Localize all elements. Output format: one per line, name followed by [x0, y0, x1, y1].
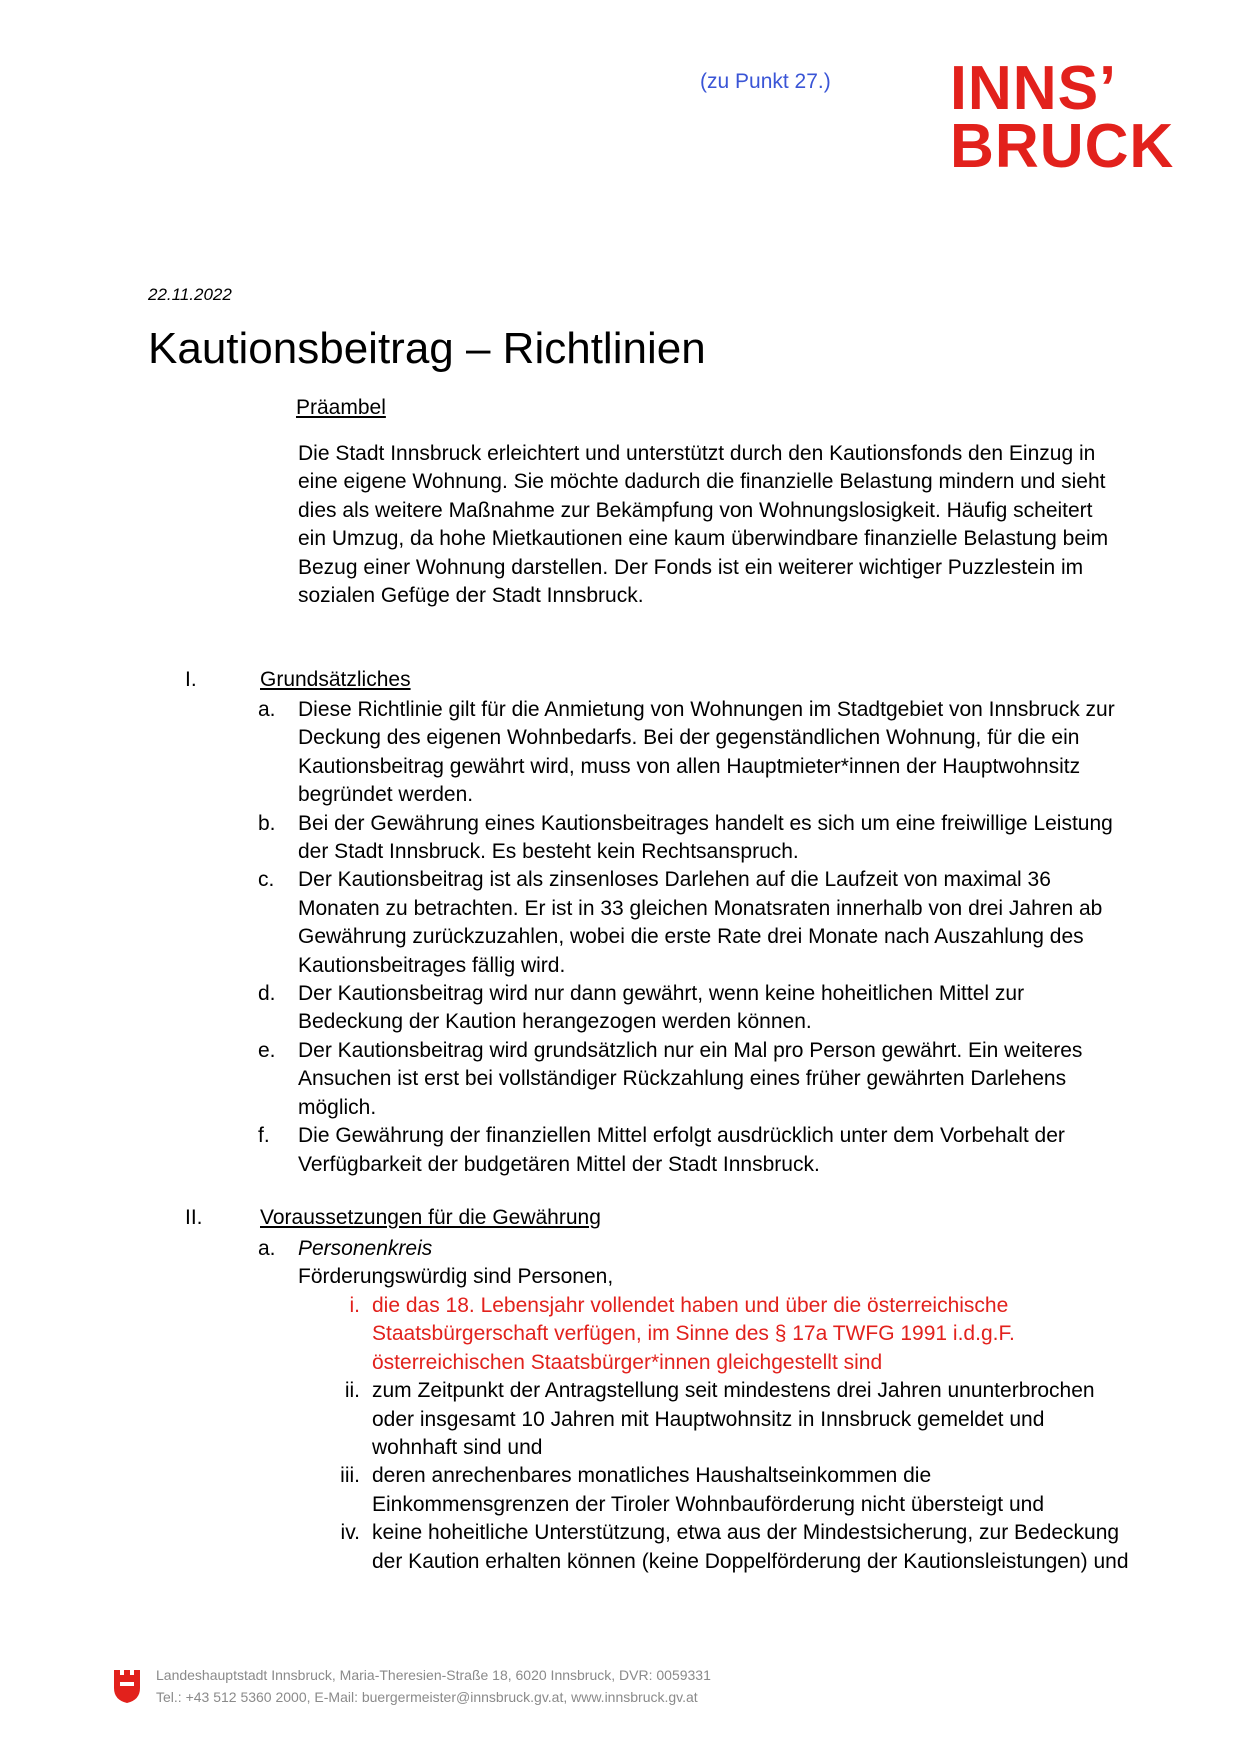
list-marker: iii. — [340, 1464, 360, 1488]
page-title: Kautionsbeitrag – Richtlinien — [148, 324, 706, 373]
list-item-text: Diese Richtlinie gilt für die Anmietung von Wohnungen im Stadtgebiet von Innsbruck zur Deckung des eigenen Wohnbedarfs. Bei der gegenständlichen Wohnung, für die ein Kautionsbeitrag gewährt wird, muss von allen Hauptmieter*innen der Hauptwohnsitz begründet werden. — [298, 698, 1115, 807]
list-item-text: Bei der Gewährung eines Kautionsbeitrages handelt es sich um eine freiwillige Leistung der Stadt Innsbruck. Es besteht kein Rechtsanspruch. — [298, 811, 1113, 864]
section-2-heading: Voraussetzungen für die Gewährung — [260, 1206, 601, 1229]
list-item — [258, 696, 1118, 810]
footer-line-2: Tel.: +43 512 5360 2000, E-Mail: buergermeister@innsbruck.gv.at, www.innsbruck.gv.at — [156, 1689, 698, 1705]
subsection-intro: Förderungswürdig sind Personen, — [298, 1265, 614, 1289]
list-marker: ii. — [344, 1379, 360, 1403]
section-2-criteria-list — [340, 1292, 1132, 1576]
city-crest-icon — [112, 1666, 142, 1704]
list-item — [344, 1377, 1132, 1462]
list-item — [258, 1037, 1118, 1122]
list-item-text: deren anrechenbares monatliches Haushaltseinkommen die Einkommensgrenzen der Tiroler Wohnbauförderung nicht übersteigt und — [372, 1464, 1044, 1516]
subsection-title: Personenkreis — [298, 1237, 433, 1260]
list-item-text: Der Kautionsbeitrag ist als zinsenloses Darlehen auf die Laufzeit von maximal 36 Monaten zu betrachten. Er ist in 33 gleichen Monatsraten innerhalb von drei Jahren ab Gewährung zurückzuzahlen, wobei die erste Rate drei Monate nach Auszahlung des Kautionsbeitrages fällig wird. — [298, 868, 1103, 977]
list-item — [258, 980, 1118, 1037]
section-1-list — [258, 696, 1118, 1179]
document-date: 22.11.2022 — [148, 285, 232, 304]
list-item — [340, 1462, 1132, 1519]
list-item-text: Der Kautionsbeitrag wird grundsätzlich nur ein Mal pro Person gewährt. Ein weiteres Ansuchen ist erst bei vollständiger Rückzahlung eines früher gewährten Darlehens möglich. — [298, 1038, 1083, 1119]
list-item — [258, 1122, 1118, 1179]
list-item — [258, 866, 1118, 980]
section-1-number: I. — [185, 668, 197, 691]
list-item-text: keine hoheitliche Unterstützung, etwa aus der Mindestsicherung, zur Bedeckung der Kaution erhalten können (keine Doppelförderung der Kautionsleistungen) und — [372, 1521, 1129, 1573]
agenda-reference: (zu Punkt 27.) — [700, 70, 831, 93]
list-item-text: die das 18. Lebensjahr vollendet haben und über die österreichische Staatsbürgerschaft verfügen, im Sinne des § 17a TWFG 1991 i.d.g.F. österreichischen Staatsbürger*innen gleichgestellt sind — [372, 1294, 1015, 1374]
preamble-text: Die Stadt Innsbruck erleichtert und unterstützt durch den Kautionsfonds den Einzug in eine eigene Wohnung. Sie möchte dadurch die finanzielle Belastung mindern und sieht dies als weitere Maßnahme zur Bekämpfung von Wohnungslosigkeit. Häufig scheitert ein Umzug, da hohe Mietkautionen eine kaum überwindbare finanzielle Belastung beim Bezug einer Wohnung darstellen. Der Fonds ist ein weiterer wichtiger Puzzlestein im sozialen Gefüge der Stadt Innsbruck. — [298, 442, 1109, 608]
list-marker: i. — [349, 1294, 360, 1317]
list-marker: iv. — [340, 1521, 360, 1545]
preamble-heading: Präambel — [296, 396, 386, 419]
section-2-subsection — [258, 1235, 1118, 1292]
section-1-heading: Grundsätzliches — [260, 668, 411, 691]
list-item — [258, 810, 1118, 867]
section-2-number: II. — [185, 1206, 203, 1229]
list-marker: d. — [258, 982, 276, 1006]
list-item-text: Der Kautionsbeitrag wird nur dann gewährt, wenn keine hoheitlichen Mittel zur Bedeckung der Kaution herangezogen werden können. — [298, 982, 1025, 1034]
list-marker: a. — [258, 1237, 276, 1260]
subsection-heading — [258, 1235, 1118, 1263]
list-item — [349, 1292, 1132, 1377]
innsbruck-logo — [950, 54, 1192, 181]
list-item-text: Die Gewährung der finanziellen Mittel erfolgt ausdrücklich unter dem Vorbehalt der Verfügbarkeit der budgetären Mittel der Stadt Innsbruck. — [298, 1124, 1065, 1176]
list-item-text: zum Zeitpunkt der Antragstellung seit mindestens drei Jahren ununterbrochen oder insgesamt 10 Jahren mit Hauptwohnsitz in Innsbruck gemeldet und wohnhaft sind und — [372, 1379, 1095, 1460]
footer-line-1: Landeshauptstadt Innsbruck, Maria-Theresien-Straße 18, 6020 Innsbruck, DVR: 0059331 — [156, 1667, 711, 1683]
logo-line-2: BRUCK — [950, 112, 1175, 181]
list-item — [340, 1519, 1132, 1576]
list-marker: f. — [258, 1124, 270, 1148]
footer-address — [156, 1664, 711, 1708]
list-marker: a. — [258, 698, 276, 721]
logo-line-1: INNS’ — [950, 54, 1117, 123]
list-marker: e. — [258, 1038, 276, 1062]
list-marker: b. — [258, 811, 276, 835]
list-marker: c. — [258, 868, 275, 892]
